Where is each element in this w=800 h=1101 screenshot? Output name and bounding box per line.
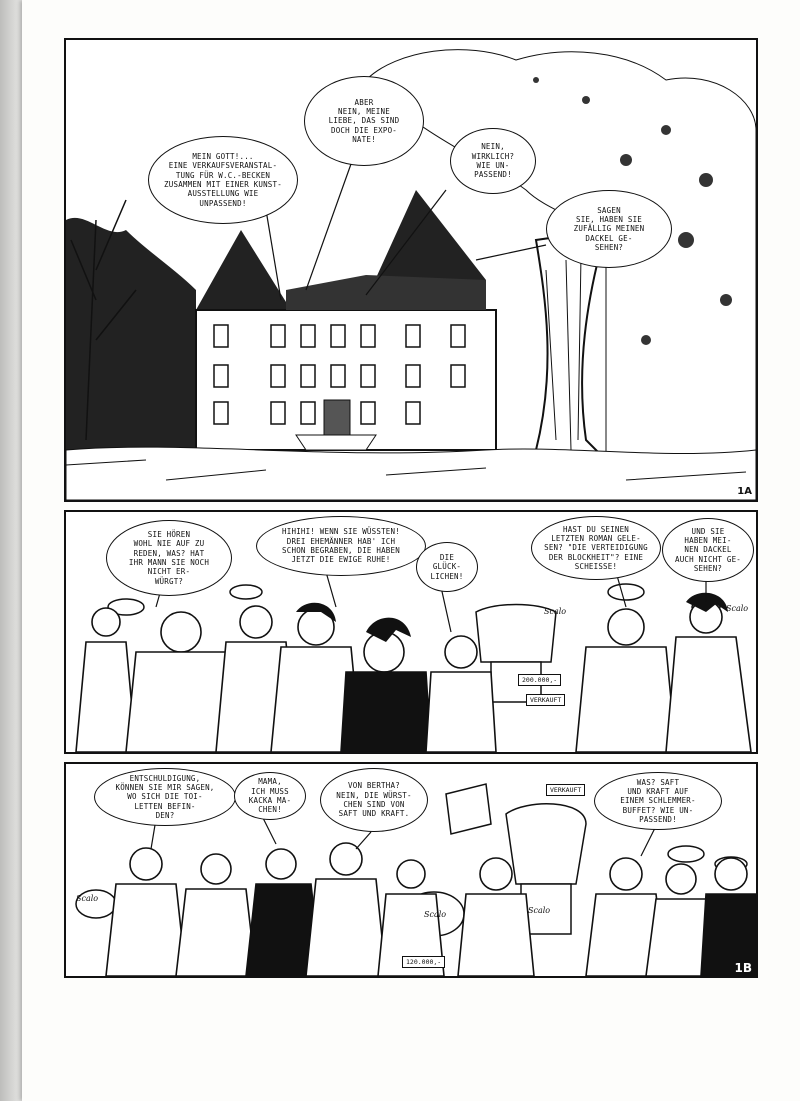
- sold-tag: VERKAUFT: [526, 694, 565, 706]
- speech-bubble-3: DIE GLÜCK- LICHEN!: [416, 542, 478, 592]
- panel-1b-buffet-crowd: [64, 762, 758, 978]
- price-tag: 200.000,-: [518, 674, 561, 686]
- speech-bubble-2: MAMA, ICH MUSS KACKA MA- CHEN!: [234, 772, 306, 820]
- panel-number: 1A: [737, 486, 752, 497]
- artist-signature: Scalo: [726, 604, 749, 613]
- artist-signature: Scalo: [528, 906, 551, 915]
- speech-bubble-3: VON BERTHA? NEIN, DIE WÜRST- CHEN SIND VON SAFT UND KRAFT.: [320, 768, 428, 832]
- speech-bubble-4: HAST DU SEINEN LETZTEN ROMAN GELE- SEN? "DIE VERTEIDIGUNG DER BLOCKHEIT"? EINE SCHEISSE!: [531, 516, 661, 580]
- artist-signature: Scalo: [76, 894, 99, 903]
- sold-tag: VERKAUFT: [546, 784, 585, 796]
- panel-1a-mansion: [64, 38, 758, 502]
- speech-bubble-4: WAS? SAFT UND KRAFT AUF EINEM SCHLEMMER- BUFFET? WIE UN- PASSEND!: [594, 772, 722, 830]
- price-tag: 120.000,-: [402, 956, 445, 968]
- speech-bubble-5: UND SIE HABEN MEI- NEN DACKEL AUCH NICHT GE- SEHEN?: [662, 518, 754, 582]
- speech-bubble-1: ENTSCHULDIGUNG, KÖNNEN SIE MIR SAGEN, WO SICH DIE TOI- LETTEN BEFIN- DEN?: [94, 768, 236, 826]
- speech-bubble-2: ABER NEIN, MEINE LIEBE, DAS SIND DOCH DIE EXPO- NATE!: [304, 76, 424, 166]
- speech-bubble-2: HIHIHI! WENN SIE WÜSSTEN! DREI EHEMÄNNER HAB' ICH SCHON BEGRABEN, DIE HABEN JETZT DIE EWIGE RUHE!: [256, 516, 426, 576]
- artist-signature: Scalo: [544, 607, 567, 616]
- binding-spine: [0, 0, 22, 1101]
- panel-number: 1B: [731, 960, 757, 976]
- panel-2-gallery-crowd: [64, 510, 758, 754]
- artist-signature: Scalo: [424, 910, 447, 919]
- speech-bubble-1: MEIN GOTT!... EINE VERKAUFSVERANSTAL- TUNG FÜR W.C.-BECKEN ZUSAMMEN MIT EINER KUNST- AUSSTELLUNG WIE UNPASSEND!: [148, 136, 298, 224]
- speech-bubble-4: SAGEN SIE, HABEN SIE ZUFÄLLIG MEINEN DACKEL GE- SEHEN?: [546, 190, 672, 268]
- speech-bubble-1: SIE HÖREN WOHL NIE AUF ZU REDEN, WAS? HAT IHR MANN SIE NOCH NICHT ER- WÜRGT?: [106, 520, 232, 596]
- speech-bubble-3: NEIN, WIRKLICH? WIE UN- PASSEND!: [450, 128, 536, 194]
